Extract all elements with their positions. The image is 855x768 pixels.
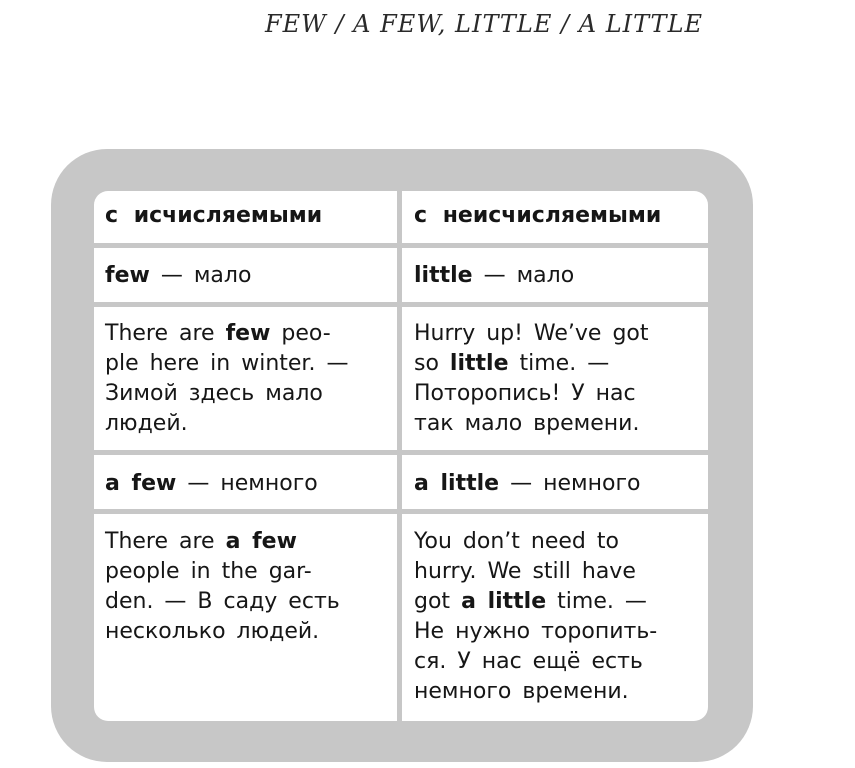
example-text: There are [105, 529, 215, 554]
example-line: hurry. We still have [414, 559, 636, 584]
example-line [105, 319, 348, 349]
row-divider [94, 450, 708, 455]
row-divider [94, 243, 708, 248]
example-line: den. — В саду есть [105, 589, 340, 614]
example-little [414, 319, 649, 439]
example-line: несколько людей. [105, 619, 320, 644]
term-dash: — [483, 263, 506, 288]
term-meaning: немного [543, 471, 641, 496]
example-text: got [414, 589, 451, 614]
example-line: people in the gar- [105, 559, 312, 584]
term-word: a few [105, 471, 177, 496]
example-keyword: few [225, 321, 271, 346]
page-title: FEW / A FEW, LITTLE / A LITTLE [265, 10, 704, 38]
example-line: людей. [105, 411, 188, 436]
example-line: Зимой здесь мало [105, 381, 323, 406]
example-line [414, 349, 649, 379]
example-line: ся. У нас ещё есть [414, 649, 643, 674]
example-line: Не нужно торопить- [414, 619, 658, 644]
row-divider [94, 302, 708, 307]
term-a-little [414, 469, 640, 499]
term-meaning: мало [516, 263, 575, 288]
column-divider [397, 191, 402, 721]
example-text: time. — [519, 351, 610, 376]
example-line [105, 527, 340, 557]
term-dash: — [510, 471, 533, 496]
header-countable: с исчисляемыми [105, 203, 323, 228]
term-meaning: мало [193, 263, 252, 288]
term-word: few [105, 263, 150, 288]
row-divider [94, 509, 708, 514]
term-little [414, 261, 574, 291]
example-keyword: a little [461, 589, 547, 614]
example-line: ple here in winter. — [105, 351, 349, 376]
example-keyword: little [449, 351, 509, 376]
example-few [105, 319, 348, 439]
term-word: little [414, 263, 473, 288]
example-line: так мало времени. [414, 411, 640, 436]
example-line: Поторопись! У нас [414, 381, 636, 406]
grammar-table [94, 191, 708, 721]
term-dash: — [160, 263, 183, 288]
example-line: Hurry up! We’ve got [414, 321, 649, 346]
example-text: so [414, 351, 439, 376]
term-a-few [105, 469, 318, 499]
example-line: You don’t need to [414, 529, 619, 554]
term-dash: — [187, 471, 210, 496]
example-text: peo- [281, 321, 331, 346]
term-meaning: немного [220, 471, 318, 496]
example-text: There are [105, 321, 215, 346]
example-keyword: a few [225, 529, 297, 554]
example-text: time. — [557, 589, 647, 614]
header-uncountable: с неисчисляемыми [414, 203, 662, 228]
example-a-little [414, 527, 657, 707]
term-word: a little [414, 471, 500, 496]
term-few [105, 261, 251, 291]
example-a-few [105, 527, 340, 647]
example-line: немного времени. [414, 679, 629, 704]
example-line [414, 587, 657, 617]
